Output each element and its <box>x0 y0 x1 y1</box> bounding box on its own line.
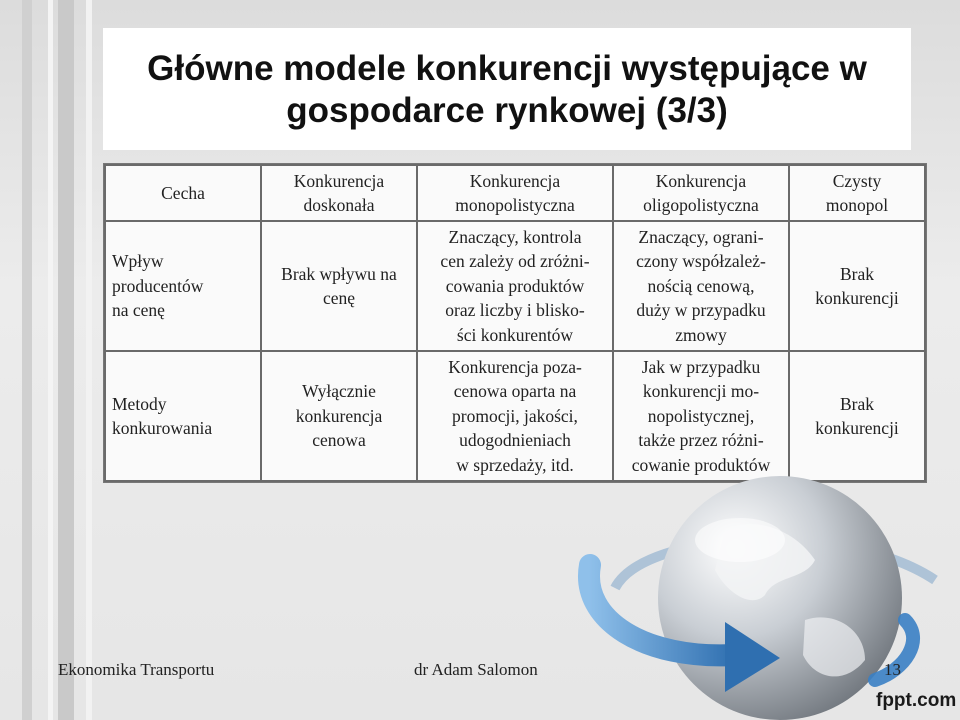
table-cell: Brak wpływu na cenę <box>261 221 417 351</box>
table-cell: Znaczący, kontrola cen zależy od zróżni- cowania produktów oraz liczby i blisko- ści konkurentów <box>417 221 613 351</box>
decor-stripe-4 <box>86 0 92 720</box>
table-header-row <box>105 165 925 221</box>
page-number: 13 <box>884 660 901 679</box>
table-cell: Brak konkurencji <box>789 351 925 481</box>
title-line-1: Główne modele konkurencji występujące w <box>147 49 867 88</box>
header-cell: Czysty monopol <box>789 165 925 221</box>
table-cell: Jak w przypadku konkurencji mo- nopolistycznej, także przez różni- cowanie produktów <box>613 351 789 481</box>
slide-title <box>103 28 911 150</box>
header-cell: Cecha <box>105 165 261 221</box>
title-line-2: gospodarce rynkowej (3/3) <box>286 91 728 130</box>
table-row <box>105 221 925 351</box>
decor-stripe-2 <box>48 0 53 720</box>
comparison-table <box>104 164 926 482</box>
header-cell: Konkurencja monopolistyczna <box>417 165 613 221</box>
globe-with-arrow-icon <box>575 470 960 720</box>
table-cell: Konkurencja poza- cenowa oparta na promocji, jakości, udogodnieniach w sprzedaży, itd. <box>417 351 613 481</box>
brand-logo: fppt.com <box>876 690 957 711</box>
table-cell: Znaczący, ograni- czony współzależ- nością cenową, duży w przypadku zmowy <box>613 221 789 351</box>
footer-course: Ekonomika Transportu <box>58 660 215 679</box>
footer-author: dr Adam Salomon <box>414 660 538 679</box>
decor-stripe-1 <box>22 0 32 720</box>
table-row <box>105 351 925 481</box>
header-cell: Konkurencja doskonała <box>261 165 417 221</box>
header-cell: Konkurencja oligopolistyczna <box>613 165 789 221</box>
table-cell: Wyłącznie konkurencja cenowa <box>261 351 417 481</box>
decor-stripe-3 <box>58 0 74 720</box>
table-cell: Brak konkurencji <box>789 221 925 351</box>
row-label-cell: Wpływ producentów na cenę <box>105 221 261 351</box>
row-label-cell: Metody konkurowania <box>105 351 261 481</box>
